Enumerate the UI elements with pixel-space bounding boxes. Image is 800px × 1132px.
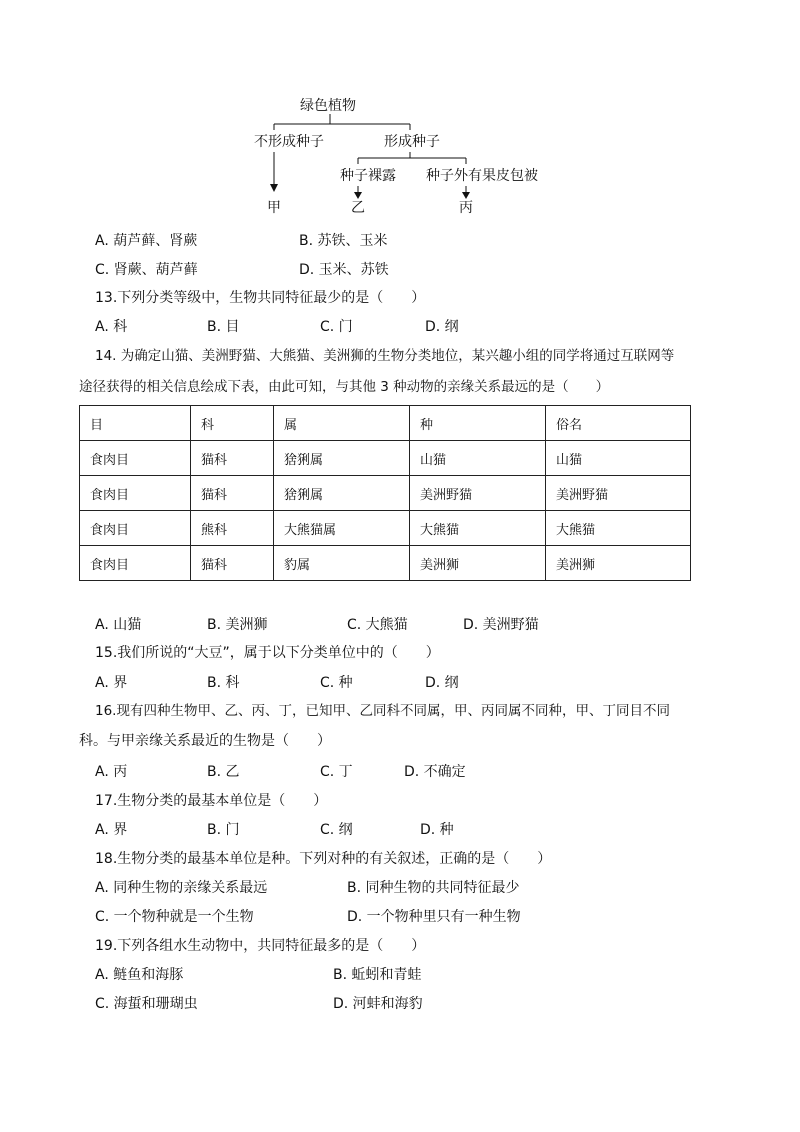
table-cell: 美洲野猫 xyxy=(546,476,691,511)
q15-option-d[interactable]: D. 纲 xyxy=(425,675,459,691)
q16-option-c[interactable]: C. 丁 xyxy=(320,764,353,780)
classification-diagram xyxy=(0,0,800,230)
q12-option-c[interactable]: C. 肾蕨、葫芦藓 xyxy=(95,262,198,278)
q14-option-c[interactable]: C. 大熊猫 xyxy=(347,617,408,633)
arrow-head-icon xyxy=(354,192,362,199)
table-cell: 食肉目 xyxy=(80,476,191,511)
q16-stem-line1: 16.现有四种生物甲、乙、丙、丁，已知甲、乙同科不同属，甲、丙同属不同种，甲、丁同目不同 xyxy=(95,703,670,719)
q17-stem: 17.生物分类的最基本单位是（ ） xyxy=(95,793,328,809)
q16-option-d[interactable]: D. 不确定 xyxy=(404,764,466,780)
q19-option-c[interactable]: C. 海蜇和珊瑚虫 xyxy=(95,996,198,1012)
table-header-cell: 属 xyxy=(274,406,410,441)
q12-option-b[interactable]: B. 苏铁、玉米 xyxy=(299,233,388,249)
q14-stem-line2: 途径获得的相关信息绘成下表，由此可知，与其他 3 种动物的亲缘关系最远的是（ ） xyxy=(79,379,610,395)
table-cell: 大熊猫 xyxy=(410,511,546,546)
q14-option-a[interactable]: A. 山猫 xyxy=(95,617,142,633)
q16-stem-line2: 科。与甲亲缘关系最近的生物是（ ） xyxy=(79,733,331,749)
table-cell: 豹属 xyxy=(274,546,410,581)
q19-option-d[interactable]: D. 河蚌和海豹 xyxy=(333,996,423,1012)
table-row xyxy=(80,476,691,511)
q17-option-d[interactable]: D. 种 xyxy=(420,822,454,838)
q12-option-d[interactable]: D. 玉米、苏铁 xyxy=(299,262,389,278)
table-cell: 美洲野猫 xyxy=(410,476,546,511)
table-cell: 猞猁属 xyxy=(274,476,410,511)
diagram-right-branch: 形成种子 xyxy=(384,134,440,150)
q17-option-c[interactable]: C. 纲 xyxy=(320,822,353,838)
diagram-sub-right: 种子外有果皮包被 xyxy=(426,168,538,184)
q16-option-b[interactable]: B. 乙 xyxy=(207,764,240,780)
table-header-cell: 科 xyxy=(191,406,274,441)
q15-option-c[interactable]: C. 种 xyxy=(320,675,353,691)
diagram-leaf-a: 甲 xyxy=(267,200,281,216)
q16-option-a[interactable]: A. 丙 xyxy=(95,764,128,780)
table-cell: 猞猁属 xyxy=(274,441,410,476)
q18-option-c[interactable]: C. 一个物种就是一个生物 xyxy=(95,909,254,925)
q14-option-d[interactable]: D. 美洲野猫 xyxy=(463,617,539,633)
table-row xyxy=(80,546,691,581)
q15-option-b[interactable]: B. 科 xyxy=(207,675,240,691)
q17-option-b[interactable]: B. 门 xyxy=(207,822,240,838)
diagram-leaf-c: 丙 xyxy=(459,200,473,216)
table-cell: 食肉目 xyxy=(80,511,191,546)
q15-option-a[interactable]: A. 界 xyxy=(95,675,128,691)
q13-option-c[interactable]: C. 门 xyxy=(320,319,353,335)
diagram-leaf-b: 乙 xyxy=(351,200,365,216)
table-header-row xyxy=(80,406,691,441)
q13-option-d[interactable]: D. 纲 xyxy=(425,319,459,335)
q14-stem-line1: 14. 为确定山猫、美洲野猫、大熊猫、美洲狮的生物分类地位，某兴趣小组的同学将通过互联网等 xyxy=(95,348,675,364)
table-cell: 食肉目 xyxy=(80,546,191,581)
q13-stem: 13.下列分类等级中，生物共同特征最少的是（ ） xyxy=(95,290,426,306)
table-row xyxy=(80,511,691,546)
q18-option-d[interactable]: D. 一个物种里只有一种生物 xyxy=(347,909,521,925)
q19-option-b[interactable]: B. 蚯蚓和青蛙 xyxy=(333,967,422,983)
table-cell: 大熊猫属 xyxy=(274,511,410,546)
diagram-left-branch: 不形成种子 xyxy=(254,134,324,150)
q18-stem: 18.生物分类的最基本单位是种。下列对种的有关叙述，正确的是（ ） xyxy=(95,851,552,867)
q19-option-a[interactable]: A. 鲢鱼和海豚 xyxy=(95,967,184,983)
table-cell: 食肉目 xyxy=(80,441,191,476)
q15-stem: 15.我们所说的“大豆”，属于以下分类单位中的（ ） xyxy=(95,645,440,661)
table-cell: 山猫 xyxy=(410,441,546,476)
table-cell: 山猫 xyxy=(546,441,691,476)
table-cell: 熊科 xyxy=(191,511,274,546)
q19-stem: 19.下列各组水生动物中，共同特征最多的是（ ） xyxy=(95,938,426,954)
q18-option-b[interactable]: B. 同种生物的共同特征最少 xyxy=(347,880,520,896)
q14-option-b[interactable]: B. 美洲狮 xyxy=(207,617,268,633)
q18-option-a[interactable]: A. 同种生物的亲缘关系最远 xyxy=(95,880,268,896)
q13-option-a[interactable]: A. 科 xyxy=(95,319,128,335)
q13-option-b[interactable]: B. 目 xyxy=(207,319,240,335)
table-cell: 猫科 xyxy=(191,441,274,476)
table-cell: 美洲狮 xyxy=(410,546,546,581)
table-header-cell: 种 xyxy=(410,406,546,441)
arrow-head-icon xyxy=(270,184,278,192)
q12-option-a[interactable]: A. 葫芦藓、肾蕨 xyxy=(95,233,198,249)
table-header-cell: 目 xyxy=(80,406,191,441)
table-row xyxy=(80,441,691,476)
table-header-cell: 俗名 xyxy=(546,406,691,441)
arrow-head-icon xyxy=(462,192,470,199)
table-cell: 猫科 xyxy=(191,546,274,581)
table-cell: 大熊猫 xyxy=(546,511,691,546)
diagram-sub-left: 种子裸露 xyxy=(340,168,396,184)
table-cell: 美洲狮 xyxy=(546,546,691,581)
diagram-root: 绿色植物 xyxy=(300,98,356,114)
classification-table xyxy=(79,405,691,581)
q17-option-a[interactable]: A. 界 xyxy=(95,822,128,838)
table-cell: 猫科 xyxy=(191,476,274,511)
